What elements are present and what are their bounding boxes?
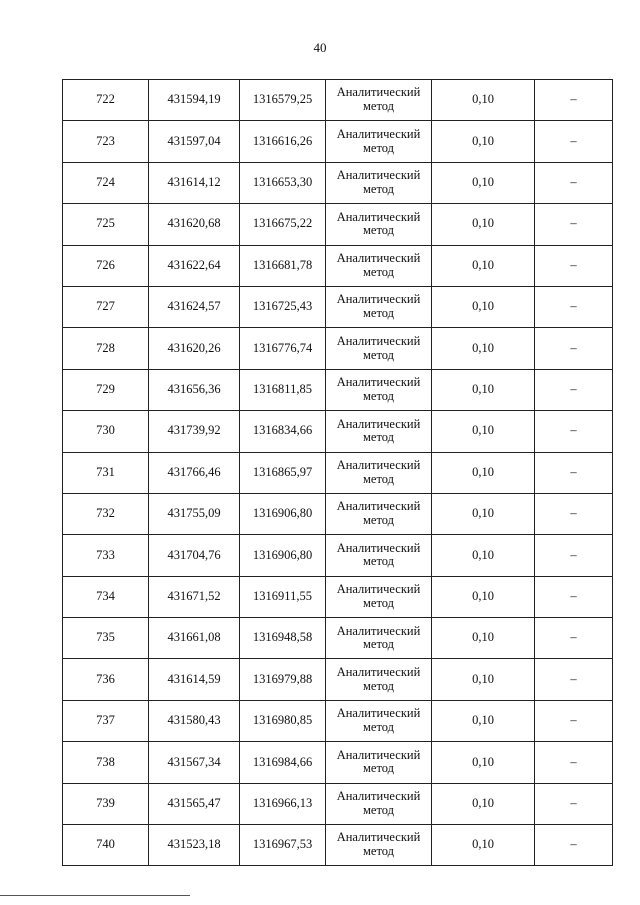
method-line-2: метод xyxy=(362,802,394,817)
y-coordinate-cell: 1316911,55 xyxy=(240,576,326,617)
method-line-2: метод xyxy=(362,720,394,735)
x-coordinate-cell: 431656,36 xyxy=(149,369,240,410)
table-row xyxy=(63,286,613,327)
y-coordinate-cell: 1316865,97 xyxy=(240,452,326,493)
y-coordinate-cell: 1316653,30 xyxy=(240,162,326,203)
accuracy-cell: 0,10 xyxy=(432,825,535,866)
point-number-cell: 723 xyxy=(63,121,149,162)
note-cell: – xyxy=(535,121,613,162)
accuracy-cell: 0,10 xyxy=(432,452,535,493)
accuracy-cell: 0,10 xyxy=(432,700,535,741)
note-cell: – xyxy=(535,286,613,327)
note-cell: – xyxy=(535,783,613,824)
table-row xyxy=(63,411,613,452)
note-cell: – xyxy=(535,535,613,576)
accuracy-cell: 0,10 xyxy=(432,162,535,203)
accuracy-cell: 0,10 xyxy=(432,618,535,659)
x-coordinate-cell: 431580,43 xyxy=(149,700,240,741)
method-cell xyxy=(326,411,432,452)
method-line-1: Аналитический xyxy=(336,168,421,183)
x-coordinate-cell: 431671,52 xyxy=(149,576,240,617)
accuracy-cell: 0,10 xyxy=(432,121,535,162)
table-row xyxy=(63,618,613,659)
method-cell xyxy=(326,204,432,245)
method-line-2: метод xyxy=(362,388,394,403)
y-coordinate-cell: 1316906,80 xyxy=(240,493,326,534)
method-line-1: Аналитический xyxy=(336,499,421,514)
table-row xyxy=(63,204,613,245)
method-cell xyxy=(326,369,432,410)
accuracy-cell: 0,10 xyxy=(432,245,535,286)
method-cell xyxy=(326,576,432,617)
accuracy-cell: 0,10 xyxy=(432,783,535,824)
method-line-2: метод xyxy=(362,264,394,279)
note-cell: – xyxy=(535,618,613,659)
x-coordinate-cell: 431739,92 xyxy=(149,411,240,452)
method-cell xyxy=(326,286,432,327)
method-line-1: Аналитический xyxy=(336,540,421,555)
accuracy-cell: 0,10 xyxy=(432,576,535,617)
y-coordinate-cell: 1316948,58 xyxy=(240,618,326,659)
note-cell: – xyxy=(535,659,613,700)
y-coordinate-cell: 1316967,53 xyxy=(240,825,326,866)
method-line-1: Аналитический xyxy=(336,789,421,804)
y-coordinate-cell: 1316979,88 xyxy=(240,659,326,700)
note-cell: – xyxy=(535,328,613,369)
table-row xyxy=(63,659,613,700)
accuracy-cell: 0,10 xyxy=(432,328,535,369)
table-row xyxy=(63,535,613,576)
point-number-cell: 732 xyxy=(63,493,149,534)
method-cell xyxy=(326,121,432,162)
note-cell: – xyxy=(535,576,613,617)
accuracy-cell: 0,10 xyxy=(432,204,535,245)
table-row xyxy=(63,452,613,493)
page-number: 40 xyxy=(313,40,327,55)
table-row xyxy=(63,742,613,783)
table-row xyxy=(63,493,613,534)
table-row xyxy=(63,576,613,617)
y-coordinate-cell: 1316966,13 xyxy=(240,783,326,824)
x-coordinate-cell: 431567,34 xyxy=(149,742,240,783)
point-number-cell: 728 xyxy=(63,328,149,369)
method-line-2: метод xyxy=(362,637,394,652)
point-number-cell: 739 xyxy=(63,783,149,824)
table-row xyxy=(63,245,613,286)
method-line-1: Аналитический xyxy=(336,457,421,472)
accuracy-cell: 0,10 xyxy=(432,80,535,121)
method-cell xyxy=(326,80,432,121)
method-line-1: Аналитический xyxy=(336,582,421,597)
coordinates-table xyxy=(62,79,613,866)
x-coordinate-cell: 431624,57 xyxy=(149,286,240,327)
accuracy-cell: 0,10 xyxy=(432,369,535,410)
method-line-2: метод xyxy=(362,761,394,776)
x-coordinate-cell: 431755,09 xyxy=(149,493,240,534)
method-line-2: метод xyxy=(362,513,394,528)
method-cell xyxy=(326,162,432,203)
method-cell xyxy=(326,783,432,824)
note-cell: – xyxy=(535,700,613,741)
y-coordinate-cell: 1316811,85 xyxy=(240,369,326,410)
note-cell: – xyxy=(535,204,613,245)
y-coordinate-cell: 1316834,66 xyxy=(240,411,326,452)
point-number-cell: 725 xyxy=(63,204,149,245)
point-number-cell: 724 xyxy=(63,162,149,203)
point-number-cell: 734 xyxy=(63,576,149,617)
method-cell xyxy=(326,452,432,493)
point-number-cell: 735 xyxy=(63,618,149,659)
point-number-cell: 740 xyxy=(63,825,149,866)
method-line-2: метод xyxy=(362,554,394,569)
x-coordinate-cell: 431661,08 xyxy=(149,618,240,659)
y-coordinate-cell: 1316980,85 xyxy=(240,700,326,741)
point-number-cell: 729 xyxy=(63,369,149,410)
table-row xyxy=(63,783,613,824)
table-row xyxy=(63,825,613,866)
note-cell: – xyxy=(535,742,613,783)
table-row xyxy=(63,328,613,369)
method-line-1: Аналитический xyxy=(336,126,421,141)
method-line-1: Аналитический xyxy=(336,706,421,721)
table-row xyxy=(63,80,613,121)
accuracy-cell: 0,10 xyxy=(432,659,535,700)
method-line-1: Аналитический xyxy=(336,85,421,100)
method-line-2: метод xyxy=(362,595,394,610)
method-cell xyxy=(326,742,432,783)
point-number-cell: 733 xyxy=(63,535,149,576)
x-coordinate-cell: 431597,04 xyxy=(149,121,240,162)
method-cell xyxy=(326,700,432,741)
x-coordinate-cell: 431523,18 xyxy=(149,825,240,866)
point-number-cell: 726 xyxy=(63,245,149,286)
accuracy-cell: 0,10 xyxy=(432,493,535,534)
method-cell xyxy=(326,493,432,534)
x-coordinate-cell: 431622,64 xyxy=(149,245,240,286)
method-cell xyxy=(326,659,432,700)
method-line-1: Аналитический xyxy=(336,375,421,390)
method-line-2: метод xyxy=(362,223,394,238)
method-line-2: метод xyxy=(362,140,394,155)
note-cell: – xyxy=(535,493,613,534)
method-line-2: метод xyxy=(362,181,394,196)
method-line-1: Аналитический xyxy=(336,664,421,679)
y-coordinate-cell: 1316675,22 xyxy=(240,204,326,245)
y-coordinate-cell: 1316906,80 xyxy=(240,535,326,576)
x-coordinate-cell: 431565,47 xyxy=(149,783,240,824)
method-line-2: метод xyxy=(362,99,394,114)
point-number-cell: 727 xyxy=(63,286,149,327)
method-line-2: метод xyxy=(362,844,394,859)
accuracy-cell: 0,10 xyxy=(432,286,535,327)
x-coordinate-cell: 431614,59 xyxy=(149,659,240,700)
method-line-1: Аналитический xyxy=(336,251,421,265)
method-line-1: Аналитический xyxy=(336,747,421,762)
x-coordinate-cell: 431620,68 xyxy=(149,204,240,245)
method-line-2: метод xyxy=(362,347,394,362)
method-line-2: метод xyxy=(362,471,394,486)
x-coordinate-cell: 431620,26 xyxy=(149,328,240,369)
y-coordinate-cell: 1316616,26 xyxy=(240,121,326,162)
table-row xyxy=(63,369,613,410)
point-number-cell: 722 xyxy=(63,80,149,121)
method-cell xyxy=(326,825,432,866)
note-cell: – xyxy=(535,80,613,121)
method-cell xyxy=(326,535,432,576)
x-coordinate-cell: 431594,19 xyxy=(149,80,240,121)
method-line-1: Аналитический xyxy=(336,209,421,224)
method-cell xyxy=(326,245,432,286)
note-cell: – xyxy=(535,825,613,866)
note-cell: – xyxy=(535,411,613,452)
table-row xyxy=(63,700,613,741)
method-line-1: Аналитический xyxy=(336,333,421,348)
accuracy-cell: 0,10 xyxy=(432,535,535,576)
point-number-cell: 731 xyxy=(63,452,149,493)
method-line-2: метод xyxy=(362,306,394,321)
x-coordinate-cell: 431614,12 xyxy=(149,162,240,203)
y-coordinate-cell: 1316579,25 xyxy=(240,80,326,121)
method-line-1: Аналитический xyxy=(336,292,421,307)
method-line-1: Аналитический xyxy=(336,416,421,431)
method-cell xyxy=(326,618,432,659)
y-coordinate-cell: 1316776,74 xyxy=(240,328,326,369)
x-coordinate-cell: 431704,76 xyxy=(149,535,240,576)
note-cell: – xyxy=(535,245,613,286)
method-line-1: Аналитический xyxy=(336,623,421,638)
method-line-2: метод xyxy=(362,430,394,445)
y-coordinate-cell: 1316725,43 xyxy=(240,286,326,327)
accuracy-cell: 0,10 xyxy=(432,742,535,783)
point-number-cell: 730 xyxy=(63,411,149,452)
table-row xyxy=(63,121,613,162)
point-number-cell: 736 xyxy=(63,659,149,700)
note-cell: – xyxy=(535,452,613,493)
note-cell: – xyxy=(535,369,613,410)
point-number-cell: 737 xyxy=(63,700,149,741)
point-number-cell: 738 xyxy=(63,742,149,783)
method-line-2: метод xyxy=(362,678,394,693)
method-line-1: Аналитический xyxy=(336,830,421,845)
table-body xyxy=(63,80,613,866)
table-row xyxy=(63,162,613,203)
accuracy-cell: 0,10 xyxy=(432,411,535,452)
footer-rule xyxy=(0,895,190,896)
y-coordinate-cell: 1316681,78 xyxy=(240,245,326,286)
note-cell: – xyxy=(535,162,613,203)
y-coordinate-cell: 1316984,66 xyxy=(240,742,326,783)
x-coordinate-cell: 431766,46 xyxy=(149,452,240,493)
method-cell xyxy=(326,328,432,369)
